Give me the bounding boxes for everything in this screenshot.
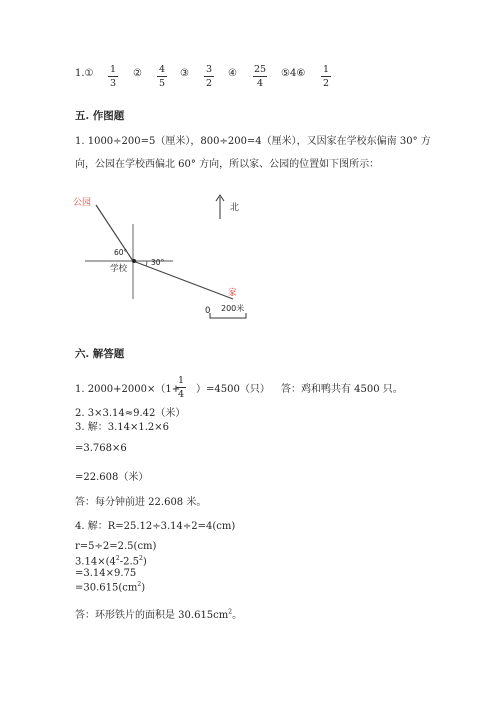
- answer-1-expression: 1. 2000+2000×（1+: [75, 384, 181, 395]
- answer-4-line-3-part-a: 3.14×(4: [75, 556, 116, 568]
- fraction-1-den: 3: [109, 78, 117, 89]
- fraction-2-den: 5: [158, 78, 166, 89]
- fraction-3-num: 3: [205, 64, 213, 75]
- home-label: 家: [228, 288, 237, 298]
- answer-4-line-3: [75, 555, 147, 567]
- section-5-title: 五. 作图题: [75, 110, 125, 122]
- angle-60-label: 60°: [114, 248, 128, 257]
- school-label: 学校: [110, 264, 128, 274]
- answer-2: 2. 3×3.14≈9.42（米）: [75, 408, 186, 419]
- park-label: 公园: [73, 198, 92, 208]
- answer-4-line-1: 4. 解：R=25.12÷3.14÷2=4(cm): [75, 521, 236, 532]
- school-to-home-line: [133, 261, 233, 299]
- fraction-6-num: 1: [322, 64, 330, 75]
- answer-4-conclusion-part-b: 。: [232, 610, 243, 621]
- answer-4-line-3-part-c: ): [142, 556, 147, 568]
- q1-prefix: 1.①: [75, 68, 94, 79]
- fraction-1-num: 1: [109, 64, 117, 75]
- north-label: 北: [230, 203, 240, 213]
- answer-1-fraction-den: 4: [177, 389, 185, 400]
- fraction-4-num: 25: [253, 64, 267, 75]
- angle-30-label: 30°: [151, 258, 165, 267]
- section-6-title: 六. 解答题: [75, 348, 125, 360]
- fraction-6-den: 2: [322, 78, 330, 89]
- exponent-3: 2: [137, 581, 142, 588]
- answer-4-line-4: =3.14×9.75: [75, 568, 137, 579]
- answer-4-line-5-part-a: =30.615(cm: [75, 582, 138, 594]
- answer-3-line-2: =3.768×6: [75, 443, 127, 454]
- fraction-4-den: 4: [256, 78, 264, 89]
- answer-1-fraction: [176, 375, 186, 400]
- exponent-1: 2: [115, 555, 120, 562]
- q1-mark-56: ⑤4⑥: [281, 68, 306, 79]
- q1-mark-3: ③: [180, 68, 189, 79]
- scale-bar: [210, 313, 246, 318]
- answer-1-fraction-num: 1: [177, 375, 185, 386]
- section-5-line-1: 1. 1000÷200=5（厘米），800÷200=4（厘米），又因家在学校东偏南 30° 方: [75, 136, 431, 147]
- scale-distance-label: 200米: [221, 304, 245, 313]
- school-point: [132, 259, 136, 263]
- section-5-line-2: 向，公园在学校西偏北 60° 方向，所以家、公园的位置如下图所示：: [75, 159, 380, 170]
- answer-1-conclusion: 答：鸡和鸭共有 4500 只。: [281, 384, 403, 395]
- angle-30-arc: [146, 261, 147, 266]
- answer-3-conclusion: 答：每分钟前进 22.608 米。: [75, 497, 207, 508]
- answer-3-line-3: =22.608（米）: [75, 472, 149, 483]
- answer-4-conclusion-part-a: 答：环形铁片的面积是 30.615cm: [75, 610, 229, 621]
- answer-4-line-3-part-b: -2.5: [119, 556, 140, 568]
- answer-4-line-5: [75, 581, 145, 593]
- scale-zero-label: 0: [205, 306, 211, 316]
- fraction-3-den: 2: [205, 78, 213, 89]
- q1-mark-2: ②: [133, 68, 142, 79]
- exponent-4: 2: [228, 608, 233, 616]
- exponent-2: 2: [139, 555, 143, 562]
- fraction-2-num: 4: [158, 64, 166, 75]
- q1-mark-4: ④: [228, 68, 237, 79]
- answer-4-line-5-part-b: ): [141, 582, 146, 594]
- answer-4-line-2: r=5÷2=2.5(cm): [75, 541, 157, 552]
- answer-4-conclusion: [75, 606, 242, 621]
- answer-3-line-1: 3. 解：3.14×1.2×6: [75, 422, 170, 433]
- answer-1-result: ）=4500（只）: [196, 384, 270, 395]
